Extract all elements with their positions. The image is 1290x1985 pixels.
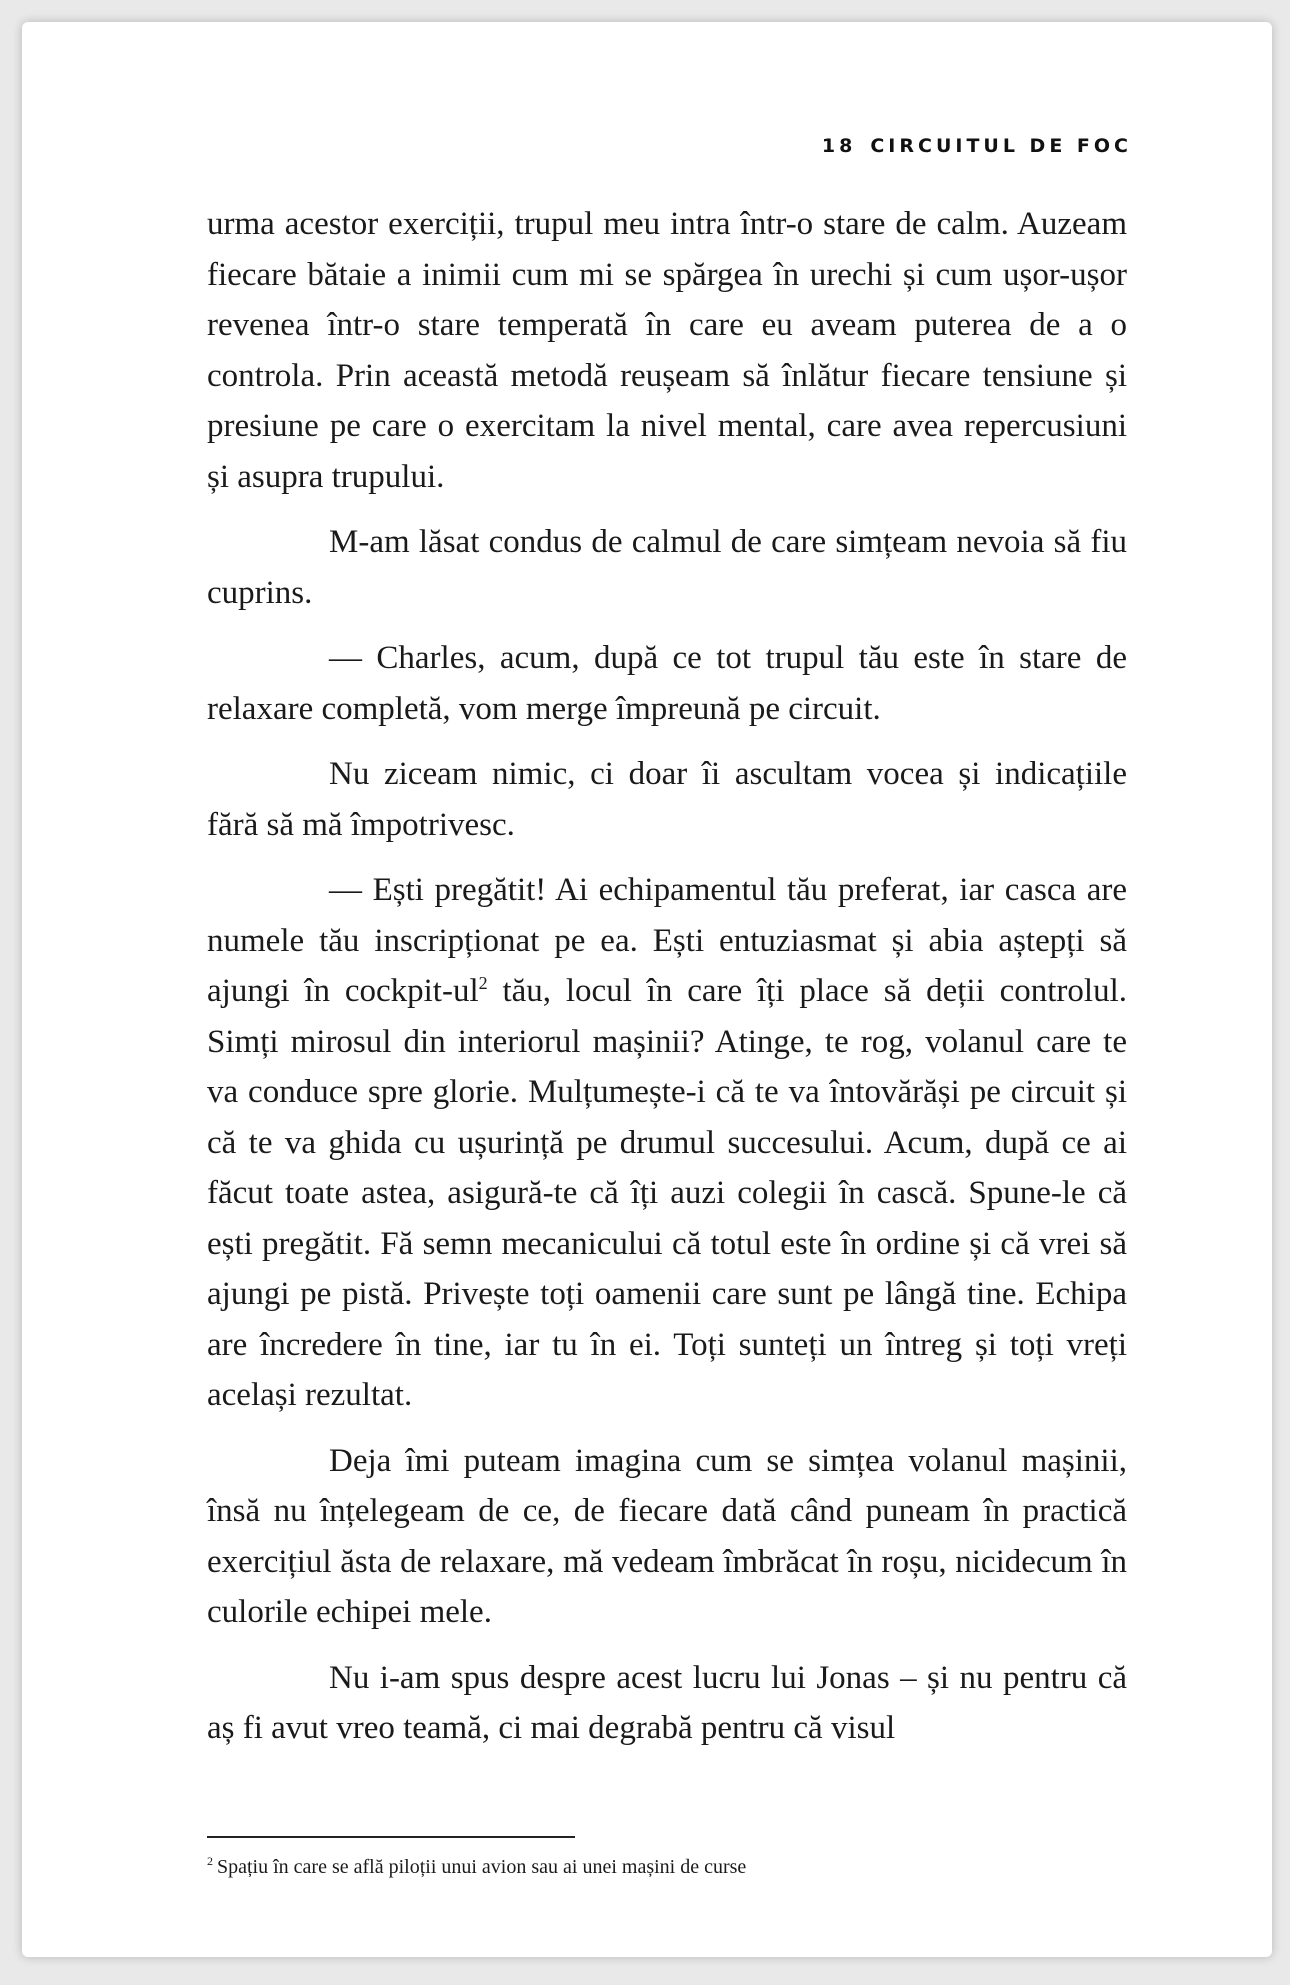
page-number: 18 — [821, 135, 857, 157]
paragraph: urma acestor exerciții, trupul meu intra într-o stare de calm. Auzeam fiecare bătaie a inimii cum mi se spărgea în urechi și cum ușor-ușor revenea într-o stare temperată în care eu aveam puterea de a o controla. Prin această metodă reușeam să înlătur fiecare tensiune și presiune pe care o exercitam la nivel mental, care avea repercusiuni și asupra trupului. — [207, 206, 1127, 495]
book-page — [22, 22, 1272, 1957]
footnote-divider — [207, 1836, 575, 1838]
body-text — [207, 199, 1127, 1769]
dialogue-paragraph — [207, 865, 1127, 1421]
paragraph-text: tău, locul în care îți place să deții controlul. Simți mirosul din interiorul mașinii? Atinge, te rog, volanul care te va conduce spre glorie. Mulțumește-i că te va întovărăși pe circuit și că te va ghida cu ușurință pe drumul succesului. Acum, după ce ai făcut toate astea, asigură-te că îți auzi colegii în cască. Spune-le că ești pregătit. Fă semn mecanicului că totul este în ordine și că vrei să ajungi pe pistă. Privește toți oamenii care sunt pe lângă tine. Echipa are încredere în tine, iar tu în ei. Toți sunteți un întreg și toți vreți același rezultat. — [207, 973, 1127, 1413]
footnote — [207, 1854, 1127, 1880]
footnote-mark: 2 — [207, 1854, 213, 1869]
paragraph-text: — Ești pregătit! Ai echipamentul tău preferat, iar casca are numele tău inscripționat pe ea. Ești entuziasmat și abia aștepți să ajungi în cockpit-ul — [207, 872, 1127, 1009]
paragraph: Nu ziceam nimic, ci doar îi ascultam vocea și indicațiile fără să mă împotrivesc. — [207, 756, 1127, 843]
footnote-reference[interactable]: 2 — [478, 973, 488, 993]
footnote-text: Spațiu în care se află piloții unui avion sau ai unei mașini de curse — [217, 1856, 747, 1878]
book-title: CIRCUITUL DE FOC — [870, 135, 1132, 157]
paragraph: Nu i-am spus despre acest lucru lui Jonas – și nu pentru că aș fi avut vreo teamă, ci mai degrabă pentru că visul — [207, 1659, 1127, 1746]
paragraph: Deja îmi puteam imagina cum se simțea volanul mașinii, însă nu înțelegeam de ce, de fiecare dată când puneam în practică exercițiul ăsta de relaxare, mă vedeam îmbrăcat în roșu, nicidecum în culorile echipei mele. — [207, 1442, 1127, 1630]
running-head — [822, 135, 1132, 157]
dialogue-paragraph: — Charles, acum, după ce tot trupul tău este în stare de relaxare completă, vom merge împreună pe circuit. — [207, 640, 1127, 727]
paragraph: M-am lăsat condus de calmul de care simțeam nevoia să fiu cuprins. — [207, 524, 1127, 611]
